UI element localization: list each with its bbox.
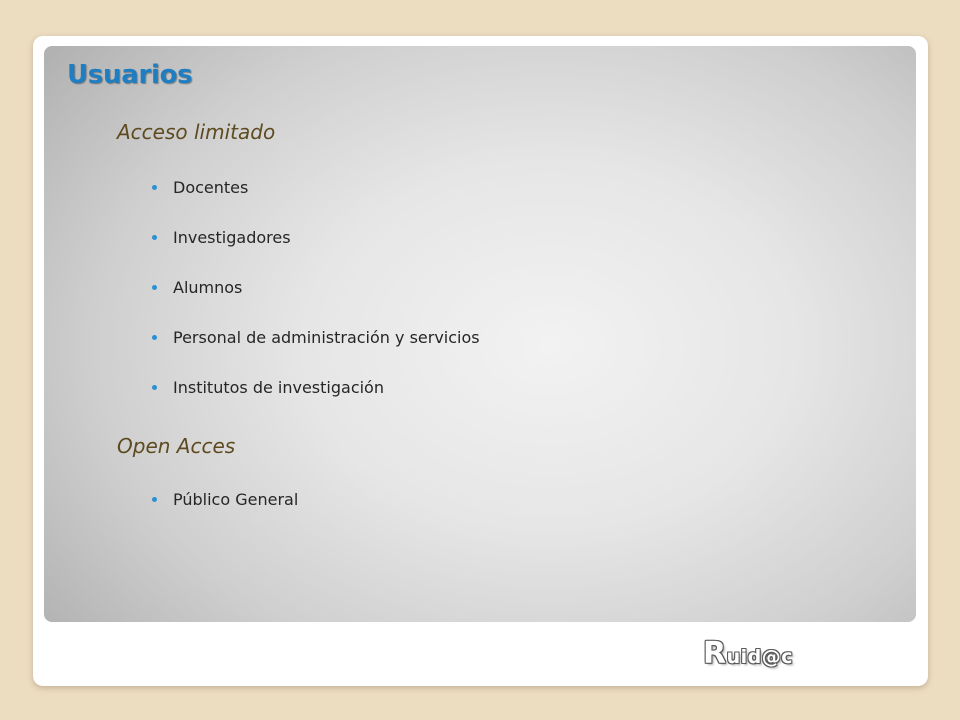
list-item-label: Investigadores bbox=[173, 228, 291, 247]
list-item-label: Institutos de investigación bbox=[173, 378, 384, 397]
bullet-dot bbox=[152, 385, 157, 390]
list-item bbox=[152, 177, 480, 227]
logo-text: uid@c bbox=[726, 646, 794, 668]
list-item bbox=[152, 227, 480, 277]
bullet-dot bbox=[152, 235, 157, 240]
list-item-label: Docentes bbox=[173, 178, 249, 197]
logo-initial: R bbox=[703, 636, 727, 671]
list-item bbox=[152, 377, 480, 427]
bullet-dot bbox=[152, 185, 157, 190]
section-heading-acceso-limitado: Acceso limitado bbox=[117, 120, 276, 144]
slide-title: Usuarios bbox=[67, 60, 193, 90]
bullet-list-acceso-limitado bbox=[152, 177, 480, 427]
bullet-dot bbox=[152, 335, 157, 340]
ruidac-logo bbox=[703, 636, 793, 671]
list-item bbox=[152, 489, 298, 539]
list-item-label: Público General bbox=[173, 490, 299, 509]
bullet-list-open-acces bbox=[152, 489, 298, 539]
section-heading-open-acces: Open Acces bbox=[117, 434, 236, 458]
list-item bbox=[152, 327, 480, 377]
list-item-label: Personal de administración y servicios bbox=[173, 328, 480, 347]
list-item bbox=[152, 277, 480, 327]
bullet-dot bbox=[152, 285, 157, 290]
list-item-label: Alumnos bbox=[173, 278, 243, 297]
bullet-dot bbox=[152, 497, 157, 502]
